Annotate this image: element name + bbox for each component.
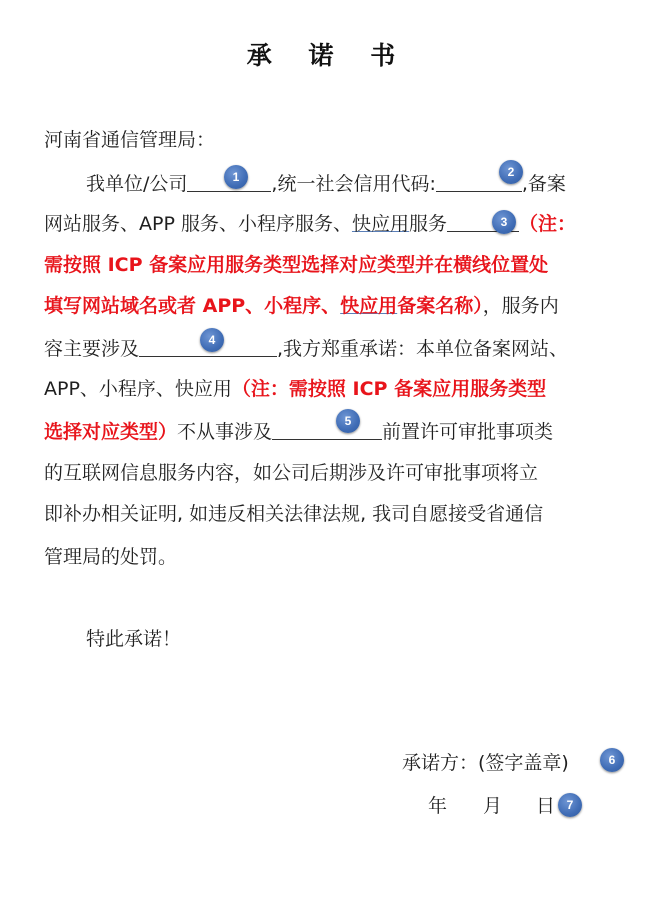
- text-segment: ,我方郑重承诺：本单位备案网站、: [277, 338, 569, 360]
- note-text: 选择对应类型）: [44, 421, 178, 443]
- recipient-line: 河南省通信管理局：: [44, 129, 216, 151]
- date-month-label: 月: [483, 795, 503, 817]
- paragraph-line-10: 管理局的处罚。: [44, 546, 178, 568]
- paragraph-line-8: 的互联网信息服务内容，如公司后期涉及许可审批事项将立: [44, 462, 539, 484]
- marker-badge-3[interactable]: 3: [492, 210, 516, 234]
- date-day-label: 日: [536, 795, 556, 817]
- paragraph-line-3: 需按照 ICP 备案应用服务类型选择对应类型并在横线位置处: [44, 254, 549, 276]
- note-text: 备案名称）: [397, 295, 483, 317]
- paragraph-line-6: [44, 377, 546, 401]
- marker-badge-1[interactable]: 1: [224, 165, 248, 189]
- text-segment: 快应用: [351, 213, 409, 235]
- text-segment: ，服务内: [482, 295, 559, 317]
- date-line: [428, 794, 555, 818]
- note-text: （注：: [518, 213, 576, 235]
- licensed-items-blank[interactable]: [272, 419, 382, 440]
- paragraph-line-7: [44, 419, 553, 444]
- note-text: 快应用: [340, 295, 398, 317]
- paragraph-line-1: [86, 171, 566, 196]
- text-segment: 前置许可审批事项类: [382, 421, 554, 443]
- marker-badge-4[interactable]: 4: [200, 328, 224, 352]
- marker-badge-7[interactable]: 7: [558, 793, 582, 817]
- marker-badge-6[interactable]: 6: [600, 748, 624, 772]
- text-segment: 服务: [408, 213, 447, 235]
- text-segment: 不从事涉及: [177, 421, 273, 443]
- text-segment: 容主要涉及: [44, 338, 140, 360]
- text-segment: 我单位/公司: [86, 173, 188, 195]
- signer-line: 承诺方：(签字盖章): [402, 752, 569, 774]
- text-segment: APP、小程序、快应用: [44, 378, 232, 400]
- marker-badge-2[interactable]: 2: [499, 160, 523, 184]
- date-year-label: 年: [428, 795, 448, 817]
- paragraph-line-4: [44, 294, 559, 318]
- document-title: 承 诺 书: [246, 41, 410, 70]
- text-segment: ,备案: [521, 173, 566, 195]
- text-segment: ,统一社会信用代码:: [271, 173, 436, 195]
- closing-line: 特此承诺！: [86, 628, 182, 650]
- marker-badge-5[interactable]: 5: [336, 409, 360, 433]
- paragraph-line-9: 即补办相关证明, 如违反相关法律法规, 我司自愿接受省通信: [44, 503, 544, 525]
- note-text: 填写网站域名或者 APP、小程序、: [44, 295, 341, 317]
- paragraph-line-5: [44, 336, 568, 361]
- text-segment: 网站服务、APP 服务、小程序服务、: [44, 213, 352, 235]
- note-text: （注：需按照 ICP 备案应用服务类型: [231, 378, 547, 400]
